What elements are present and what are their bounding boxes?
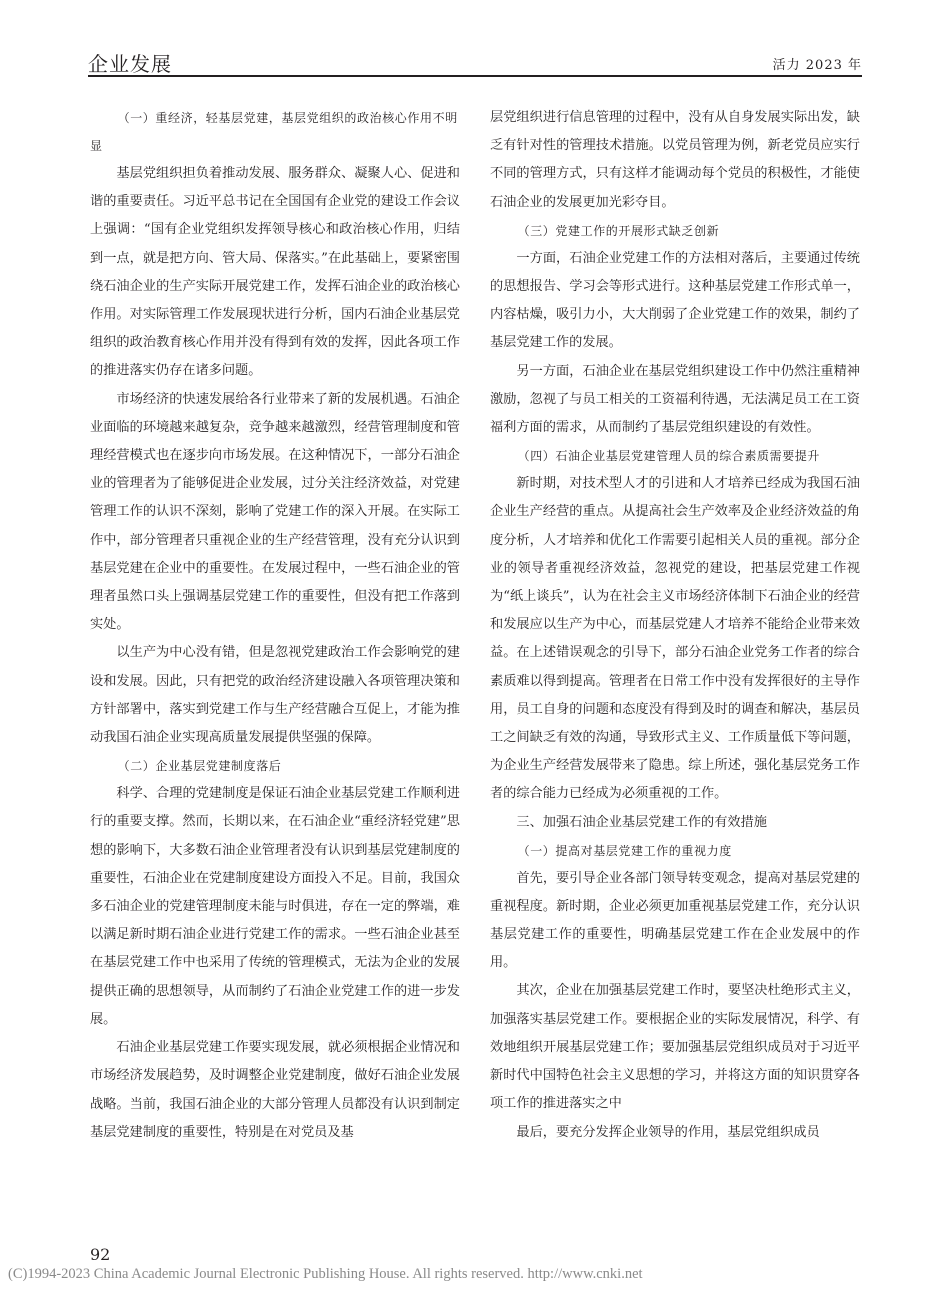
section-title: 企业发展 [88, 52, 172, 76]
journal-issue: 活力 2023 年 [772, 58, 862, 73]
paragraph: 其次，企业在加强基层党建工作时，要坚决杜绝形式主义，加强落实基层党建工作。要根据企业的实际发展情况，科学、有效地组织开展基层党建工作；要加强基层党组织成员对于习近平新时代中国特色社会主义思想的学习，并将这方面的知识贯穿各项工作的推进落实之中 [490, 983, 860, 1112]
subsection-heading: （三）党建工作的开展形式缺乏创新 [517, 223, 720, 238]
paragraph: 基层党组织担负着推动发展、服务群众、凝聚人心、促进和谐的重要责任。习近平总书记在全国国有企业党的建设工作会议上强调：“国有企业党组织发挥领导核心和政治核心作用，归结到一点，就是把方向、管大局、保落实。”在此基础上，要紧密围绕石油企业的生产实际开展党建工作，发挥石油企业的政治核心作用。对实际管理工作发展现状进行分析，国内石油企业基层党组织的政治教育核心作用并没有得到有效的发挥，因此各项工作的推进落实仍存在诸多问题。 [90, 166, 460, 379]
copyright-footer: (C)1994-2023 China Academic Journal Electronic Publishing House. All rights reserved. http://www.cnki.net [8, 1266, 643, 1282]
paragraph: 石油企业基层党建工作要实现发展，就必须根据企业情况和市场经济发展趋势，及时调整企业党建制度，做好石油企业发展战略。当前，我国石油企业的大部分管理人员都没有认识到制定基层党建制度的重要性，特别是在对党员及基 [90, 1040, 460, 1140]
paragraph: 市场经济的快速发展给各行业带来了新的发展机遇。石油企业面临的环境越来越复杂，竞争越来越激烈，经营管理制度和管理经营模式也在逐步向市场发展。在这种情况下，一部分石油企业的管理者为了能够促进企业发展，过分关注经济效益，对党建管理工作的认识不深刻，影响了党建工作的深入开展。在实际工作中，部分管理者只重视企业的生产经营管理，没有充分认识到基层党建在企业中的重要性。在发展过程中，一些石油企业的管理者虽然口头上强调基层党建工作的重要性，但没有把工作落到实处。 [90, 391, 460, 633]
subsection-heading: （四）石油企业基层党建管理人员的综合素质需要提升 [517, 449, 820, 464]
right-column [490, 104, 860, 1147]
left-column [90, 104, 460, 1147]
running-header [88, 46, 862, 78]
page-number: 92 [90, 1245, 111, 1264]
paragraph: 一方面，石油企业党建工作的方法相对落后，主要通过传统的思想报告、学习会等形式进行。这种基层党建工作形式单一，内容枯燥，吸引力小，大大削弱了企业党建工作的效果，制约了基层党建工作的发展。 [490, 250, 860, 351]
subsection-heading: （一）重经济，轻基层党建，基层党组织的政治核心作用不明显 [90, 111, 458, 153]
paragraph: 新时期，对技术型人才的引进和人才培养已经成为我国石油企业生产经营的重点。从提高社会生产效率及企业经济效益的角度分析，人才培养和优化工作需要引起相关人员的重视。部分企业的领导者重视经济效益，忽视党的建设，把基层党建工作视为“纸上谈兵”，认为在社会主义市场经济体制下石油企业的经营和发展应以生产为中心，而基层党建人才培养不能给企业带来效益。在上述错误观念的引导下，部分石油企业党务工作者的综合素质难以得到提高。管理者在日常工作中没有发挥很好的主导作用，员工自身的问题和态度没有得到及时的调查和解决，基层员工之间缺乏有效的沟通，导致形式主义、工作质量低下等问题，为企业生产经营发展带来了隐患。综上所述，强化基层党务工作者的综合能力已经成为必须重视的工作。 [490, 476, 860, 802]
paragraph-continued: 层党组织进行信息管理的过程中，没有从自身发展实际出发，缺乏有针对性的管理技术措施。以党员管理为例，新老党员应实行不同的管理方式，只有这样才能调动每个党员的积极性，才能使石油企业的发展更加光彩夺目。 [490, 110, 860, 210]
paragraph: 以生产为中心没有错，但是忽视党建政治工作会影响党的建设和发展。因此，只有把党的政治经济建设融入各项管理决策和方针部署中，落实到党建工作与生产经营融合互促上，才能为推动我国石油企业实现高质量发展提供坚强的保障。 [90, 645, 460, 746]
subsection-heading: （一）提高对基层党建工作的重视力度 [517, 843, 732, 858]
paragraph: 科学、合理的党建制度是保证石油企业基层党建工作顺利进行的重要支撑。然而，长期以来，在石油企业“重经济轻党建”思想的影响下，大多数石油企业管理者没有认识到基层党建制度的重要性，石油企业在党建制度建设方面投入不足。目前，我国众多石油企业的党建管理制度未能与时俱进，存在一定的弊端，难以满足新时期石油企业进行党建工作的需求。一些石油企业甚至在基层党建工作中也采用了传统的管理模式，无法为企业的发展提供正确的思想领导，从而制约了石油企业党建工作的进一步发展。 [90, 786, 460, 1027]
paragraph: 最后，要充分发挥企业领导的作用，基层党组织成员 [516, 1124, 820, 1140]
subsection-heading: （二）企业基层党建制度落后 [117, 759, 282, 774]
section-heading: 三、加强石油企业基层党建工作的有效措施 [516, 814, 767, 830]
paragraph: 另一方面，石油企业在基层党组织建设工作中仍然注重精神激励，忽视了与员工相关的工资福利待遇，无法满足员工在工资福利方面的需求，从而制约了基层党组织建设的有效性。 [490, 363, 860, 436]
header-rule [88, 75, 862, 77]
paragraph: 首先，要引导企业各部门领导转变观念，提高对基层党建的重视程度。新时期，企业必须更加重视基层党建工作，充分认识基层党建工作的重要性，明确基层党建工作在企业发展中的作用。 [490, 870, 860, 971]
